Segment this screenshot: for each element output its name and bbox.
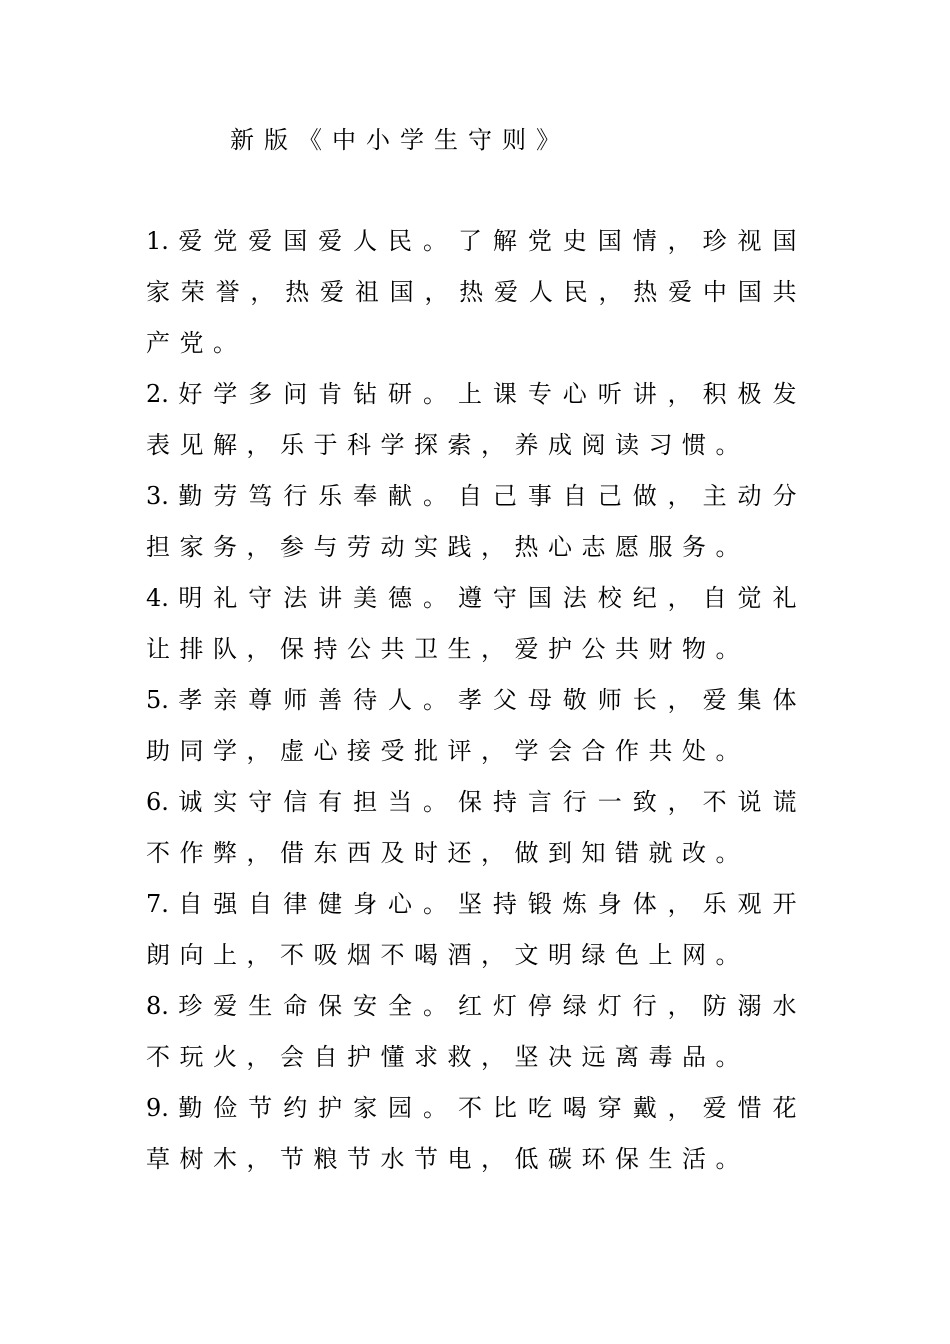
rule-text: 自强自律健身心。坚持锻炼身体，乐观开朗向上，不吸烟不喝酒，文明绿色上网。 <box>146 890 806 969</box>
rule-item-5 <box>146 675 806 777</box>
rule-text: 勤劳笃行乐奉献。自己事自己做，主动分担家务，参与劳动实践，热心志愿服务。 <box>146 482 806 561</box>
rules-list <box>146 216 806 1185</box>
rule-number: 7. <box>146 890 169 918</box>
rule-item-4 <box>146 573 806 675</box>
document-title: 新版《中小学生守则》 <box>230 126 570 154</box>
rule-text: 好学多问肯钻研。上课专心听讲，积极发表见解，乐于科学探索，养成阅读习惯。 <box>146 380 806 459</box>
rule-text: 孝亲尊师善待人。孝父母敬师长，爱集体助同学，虚心接受批评，学会合作共处。 <box>146 686 806 765</box>
rule-text: 珍爱生命保安全。红灯停绿灯行，防溺水不玩火，会自护懂求救，坚决远离毒品。 <box>146 992 806 1071</box>
rule-number: 5. <box>146 686 169 714</box>
rule-item-9 <box>146 1083 806 1185</box>
rule-text: 诚实守信有担当。保持言行一致，不说谎不作弊，借东西及时还，做到知错就改。 <box>146 788 806 867</box>
rule-number: 8. <box>146 992 169 1020</box>
rule-item-6 <box>146 777 806 879</box>
rule-number: 3. <box>146 482 169 510</box>
rule-text: 明礼守法讲美德。遵守国法校纪，自觉礼让排队，保持公共卫生，爱护公共财物。 <box>146 584 806 663</box>
rule-text: 勤俭节约护家园。不比吃喝穿戴，爱惜花草树木，节粮节水节电，低碳环保生活。 <box>146 1094 806 1173</box>
rule-number: 6. <box>146 788 169 816</box>
rule-item-1 <box>146 216 806 369</box>
rule-item-7 <box>146 879 806 981</box>
rule-number: 4. <box>146 584 169 612</box>
rule-text: 爱党爱国爱人民。了解党史国情，珍视国家荣誉，热爱祖国，热爱人民，热爱中国共产党。 <box>146 227 806 357</box>
rule-number: 1. <box>146 227 169 255</box>
rule-number: 2. <box>146 380 169 408</box>
rule-number: 9. <box>146 1094 169 1122</box>
rule-item-2 <box>146 369 806 471</box>
rule-item-3 <box>146 471 806 573</box>
rule-item-8 <box>146 981 806 1083</box>
